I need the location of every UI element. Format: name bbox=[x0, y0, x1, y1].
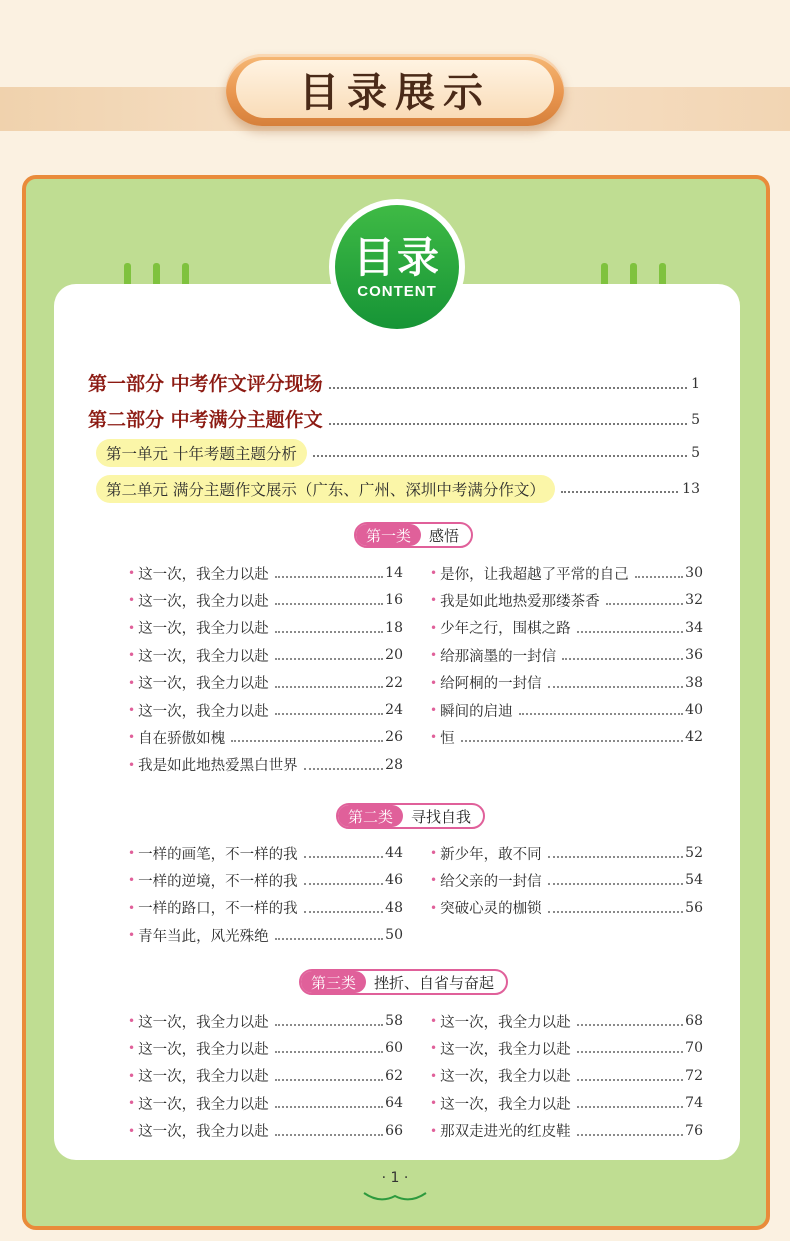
bullet-icon: • bbox=[128, 730, 136, 745]
entry-title: 突破心灵的枷锁 bbox=[440, 901, 542, 918]
entry-title: 给那滴墨的一封信 bbox=[440, 648, 557, 665]
category-number: 第二类 bbox=[338, 805, 403, 827]
bullet-icon: • bbox=[128, 1014, 136, 1028]
entry-title: 这一次，我全力以赴 bbox=[138, 621, 269, 638]
toc-entry[interactable] bbox=[430, 1093, 703, 1113]
toc-entry[interactable] bbox=[128, 1121, 403, 1141]
page-title: 目录展示 bbox=[299, 69, 491, 116]
toc-entry[interactable] bbox=[430, 618, 703, 638]
entry-title: 给父亲的一封信 bbox=[440, 873, 542, 890]
bullet-icon: • bbox=[128, 566, 136, 580]
toc-entry[interactable] bbox=[430, 898, 703, 918]
entry-title: 这一次，我全力以赴 bbox=[138, 1069, 269, 1086]
category-number: 第一类 bbox=[356, 524, 421, 546]
entry-page: 44 bbox=[385, 845, 403, 861]
category-name: 寻找自我 bbox=[411, 807, 472, 826]
bullet-icon: • bbox=[128, 1123, 136, 1138]
entry-page: 14 bbox=[385, 565, 403, 581]
bullet-icon: • bbox=[128, 648, 136, 663]
bullet-icon: • bbox=[128, 1068, 136, 1083]
bullet-icon: • bbox=[430, 1041, 438, 1056]
toc-entry[interactable] bbox=[128, 673, 403, 693]
toc-entry[interactable] bbox=[128, 645, 403, 665]
part-title: 第一部分 中考作文评分现场 bbox=[88, 373, 323, 395]
entry-page: 42 bbox=[685, 729, 703, 746]
bullet-icon: • bbox=[128, 928, 136, 943]
entry-title: 这一次，我全力以赴 bbox=[138, 1014, 269, 1031]
toc-entry[interactable] bbox=[128, 870, 403, 890]
bullet-icon: • bbox=[128, 757, 136, 772]
entry-page: 68 bbox=[685, 1013, 703, 1029]
entry-title: 自在骄傲如槐 bbox=[138, 730, 226, 747]
toc-entry[interactable] bbox=[128, 1038, 403, 1058]
entry-title: 这一次，我全力以赴 bbox=[440, 1096, 571, 1113]
bullet-icon: • bbox=[128, 1096, 136, 1111]
category-tag-3 bbox=[299, 969, 508, 995]
entry-page: 58 bbox=[385, 1013, 403, 1029]
bullet-icon: • bbox=[128, 703, 136, 717]
entry-title: 我是如此地热爱黑白世界 bbox=[138, 758, 298, 775]
bullet-icon: • bbox=[430, 1123, 438, 1138]
entry-title: 瞬间的启迪 bbox=[440, 703, 513, 720]
entry-page: 64 bbox=[385, 1095, 403, 1112]
badge-title: 目录 bbox=[352, 232, 441, 282]
bullet-icon: • bbox=[128, 846, 136, 860]
toc-entry[interactable] bbox=[128, 727, 403, 747]
entry-page: 62 bbox=[385, 1067, 403, 1084]
bullet-icon: • bbox=[430, 648, 438, 663]
entry-page: 48 bbox=[385, 899, 403, 916]
entry-title: 给阿桐的一封信 bbox=[440, 676, 542, 693]
toc-entry[interactable] bbox=[128, 898, 403, 918]
entry-title: 青年当此，风光殊绝 bbox=[138, 928, 269, 945]
toc-entry[interactable] bbox=[128, 700, 403, 720]
entry-title: 新少年，敢不同 bbox=[440, 846, 542, 863]
bullet-icon: • bbox=[128, 900, 136, 915]
entry-page: 38 bbox=[685, 674, 703, 691]
bullet-icon: • bbox=[430, 730, 438, 745]
bullet-icon: • bbox=[430, 1014, 438, 1028]
toc-entry[interactable] bbox=[128, 1066, 403, 1086]
toc-entry[interactable] bbox=[430, 645, 703, 665]
bullet-icon: • bbox=[430, 675, 438, 690]
entry-title: 这一次，我全力以赴 bbox=[440, 1069, 571, 1086]
entry-page: 32 bbox=[685, 592, 703, 609]
toc-unit-1[interactable] bbox=[96, 439, 700, 467]
unit-title: 第二单元 满分主题作文展示（广东、广州、深圳中考满分作文） bbox=[96, 475, 555, 503]
entry-title: 这一次，我全力以赴 bbox=[440, 1014, 571, 1031]
category-name: 挫折、自省与奋起 bbox=[374, 973, 495, 992]
toc-entry[interactable] bbox=[128, 1093, 403, 1113]
entry-title: 这一次，我全力以赴 bbox=[138, 1041, 269, 1058]
entry-title: 一样的逆境，不一样的我 bbox=[138, 873, 298, 890]
entry-page: 40 bbox=[685, 702, 703, 718]
toc-entry[interactable] bbox=[430, 673, 703, 693]
toc-entry[interactable] bbox=[128, 563, 403, 583]
entry-title: 这一次，我全力以赴 bbox=[138, 676, 269, 693]
entry-page: 52 bbox=[685, 845, 703, 861]
bullet-icon: • bbox=[128, 873, 136, 888]
entry-title: 那双走进光的红皮鞋 bbox=[440, 1124, 571, 1141]
toc-entry[interactable] bbox=[128, 618, 403, 638]
page-number: · 1 · bbox=[381, 1170, 409, 1186]
toc-entry[interactable] bbox=[430, 563, 703, 583]
entry-title: 这一次，我全力以赴 bbox=[138, 1096, 269, 1113]
entry-page: 28 bbox=[385, 756, 403, 773]
entry-page: 46 bbox=[385, 872, 403, 889]
toc-entry[interactable] bbox=[430, 1121, 703, 1141]
entry-page: 50 bbox=[385, 927, 403, 944]
entry-page: 72 bbox=[685, 1067, 703, 1084]
toc-entry[interactable] bbox=[430, 843, 703, 863]
category-name: 感悟 bbox=[429, 526, 460, 545]
toc-entry[interactable] bbox=[128, 1011, 403, 1031]
bullet-icon: • bbox=[430, 1096, 438, 1111]
entry-page: 70 bbox=[685, 1040, 703, 1057]
bullet-icon: • bbox=[430, 846, 438, 860]
bullet-icon: • bbox=[430, 900, 438, 915]
category-number: 第三类 bbox=[301, 971, 366, 993]
entry-page: 26 bbox=[385, 729, 403, 746]
unit-page: 5 bbox=[691, 445, 700, 461]
toc-unit-2[interactable] bbox=[96, 475, 700, 503]
header-banner bbox=[226, 54, 564, 126]
entry-page: 20 bbox=[385, 647, 403, 664]
toc-entry[interactable] bbox=[128, 925, 403, 945]
entry-title: 一样的路口，不一样的我 bbox=[138, 901, 298, 918]
entry-title: 是你，让我超越了平常的自己 bbox=[440, 566, 629, 583]
bullet-icon: • bbox=[128, 1041, 136, 1056]
toc-entry[interactable] bbox=[128, 755, 403, 775]
entry-title: 这一次，我全力以赴 bbox=[440, 1041, 571, 1058]
bullet-icon: • bbox=[128, 675, 136, 690]
toc-entry[interactable] bbox=[128, 843, 403, 863]
category-tag-1 bbox=[354, 522, 473, 548]
entry-page: 76 bbox=[685, 1122, 703, 1139]
part-page: 5 bbox=[691, 412, 700, 428]
toc-entry[interactable] bbox=[430, 1038, 703, 1058]
bullet-icon: • bbox=[430, 703, 438, 717]
entry-page: 74 bbox=[685, 1095, 703, 1112]
bullet-icon: • bbox=[128, 593, 136, 608]
bullet-icon: • bbox=[430, 873, 438, 888]
entry-page: 16 bbox=[385, 592, 403, 609]
toc-entry[interactable] bbox=[430, 727, 703, 747]
toc-entry[interactable] bbox=[430, 1066, 703, 1086]
entry-title: 一样的画笔，不一样的我 bbox=[138, 846, 298, 863]
entry-page: 60 bbox=[385, 1040, 403, 1057]
entry-title: 恒 bbox=[440, 730, 455, 747]
entry-page: 30 bbox=[685, 565, 703, 581]
entry-title: 少年之行，围棋之路 bbox=[440, 621, 571, 638]
entry-title: 我是如此地热爱那缕茶香 bbox=[440, 593, 600, 610]
part-title: 第二部分 中考满分主题作文 bbox=[88, 409, 323, 431]
category-tag-2 bbox=[336, 803, 485, 829]
badge-subtitle: CONTENT bbox=[357, 282, 437, 300]
entry-page: 36 bbox=[685, 647, 703, 664]
entry-title: 这一次，我全力以赴 bbox=[138, 1124, 269, 1141]
bullet-icon: • bbox=[430, 566, 438, 580]
entry-title: 这一次，我全力以赴 bbox=[138, 566, 269, 583]
bullet-icon: • bbox=[430, 1068, 438, 1083]
toc-entry[interactable] bbox=[430, 700, 703, 720]
toc-part-2[interactable] bbox=[88, 402, 700, 432]
toc-entry[interactable] bbox=[430, 590, 703, 610]
bullet-icon: • bbox=[128, 620, 136, 635]
toc-part-1[interactable] bbox=[88, 366, 700, 396]
toc-entry[interactable] bbox=[430, 870, 703, 890]
unit-page: 13 bbox=[682, 481, 700, 497]
unit-title: 第一单元 十年考题主题分析 bbox=[96, 439, 307, 467]
entry-title: 这一次，我全力以赴 bbox=[138, 593, 269, 610]
part-page: 1 bbox=[691, 376, 700, 392]
page-ornament-icon bbox=[362, 1190, 428, 1204]
bullet-icon: • bbox=[430, 593, 438, 608]
content-badge bbox=[329, 199, 465, 335]
entry-title: 这一次，我全力以赴 bbox=[138, 703, 269, 720]
entry-page: 34 bbox=[685, 619, 703, 636]
entry-page: 24 bbox=[385, 702, 403, 718]
entry-title: 这一次，我全力以赴 bbox=[138, 648, 269, 665]
entry-page: 66 bbox=[385, 1122, 403, 1139]
toc-entry[interactable] bbox=[430, 1011, 703, 1031]
toc-entry[interactable] bbox=[128, 590, 403, 610]
entry-page: 54 bbox=[685, 872, 703, 889]
entry-page: 22 bbox=[385, 674, 403, 691]
entry-page: 56 bbox=[685, 899, 703, 916]
bullet-icon: • bbox=[430, 620, 438, 635]
entry-page: 18 bbox=[385, 619, 403, 636]
